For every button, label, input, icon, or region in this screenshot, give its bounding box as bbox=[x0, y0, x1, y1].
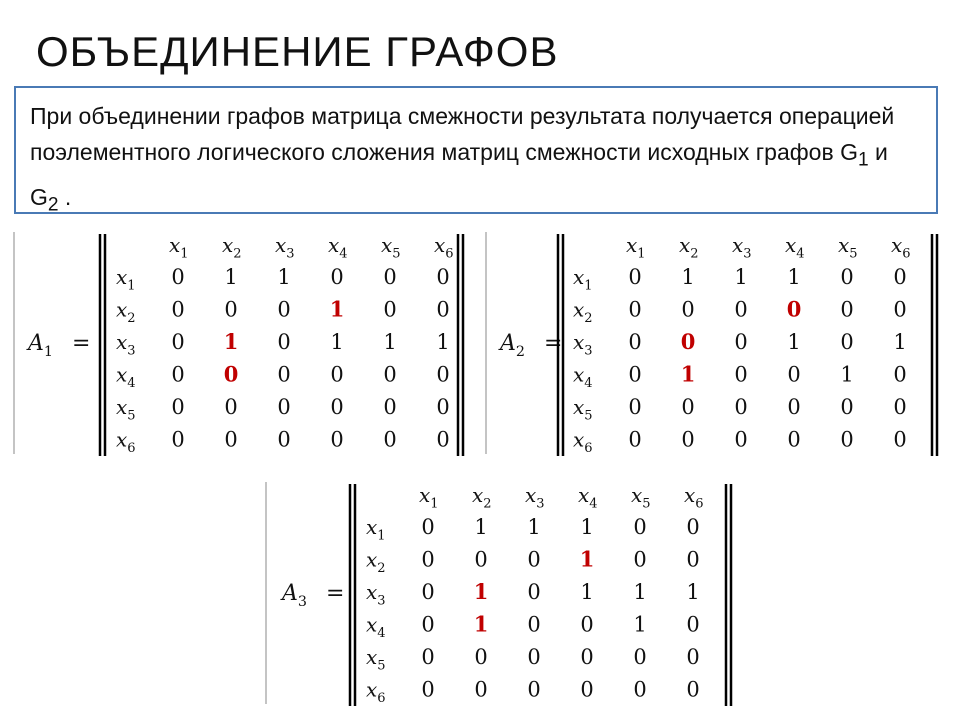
matrix-cell: 0 bbox=[840, 330, 854, 354]
matrix-cell: 0 bbox=[527, 677, 541, 702]
row-header: $x_5$ bbox=[366, 645, 386, 674]
matrix-cell: 0 bbox=[527, 547, 541, 572]
slide-title: ОБЪЕДИНЕНИЕ ГРАФОВ bbox=[36, 28, 559, 75]
matrix-cell: 1 bbox=[633, 580, 647, 604]
matrix-cell: 1 bbox=[579, 546, 595, 572]
matrix-cell: 0 bbox=[421, 580, 435, 604]
matrix-cell: 0 bbox=[680, 329, 696, 354]
matrix-cell: 0 bbox=[840, 395, 854, 419]
matrix-cell: 0 bbox=[383, 427, 397, 452]
column-header: $x_3$ bbox=[732, 233, 752, 262]
definition-box bbox=[14, 86, 938, 214]
matrix-cell: 0 bbox=[893, 395, 907, 419]
matrix-cell: 0 bbox=[421, 612, 435, 637]
matrix-cell: 0 bbox=[421, 515, 435, 539]
equals-sign: = bbox=[544, 331, 563, 356]
column-header: $x_1$ bbox=[626, 233, 646, 262]
matrix-cell: 0 bbox=[224, 297, 238, 322]
matrix-cell: 0 bbox=[893, 297, 907, 322]
matrix-cell: 1 bbox=[734, 265, 748, 289]
definition-mid: и G bbox=[30, 139, 888, 210]
matrix-cell: 1 bbox=[580, 580, 594, 604]
matrix-cell: 0 bbox=[421, 677, 435, 702]
matrix-cell: 1 bbox=[633, 612, 647, 637]
matrix-cell: 0 bbox=[383, 395, 397, 419]
matrix-cell: 0 bbox=[580, 677, 594, 702]
row-header: $x_2$ bbox=[573, 297, 593, 327]
matrix-cell: 1 bbox=[436, 330, 450, 354]
matrix-cell: 1 bbox=[787, 330, 801, 354]
matrix-cell: 0 bbox=[436, 427, 450, 452]
matrix-cell: 0 bbox=[330, 427, 344, 452]
matrix-cell: 0 bbox=[436, 362, 450, 387]
matrix-cell: 0 bbox=[474, 645, 488, 669]
matrix-a3 bbox=[262, 478, 740, 710]
definition-text: При объединении графов матрица смежности результата получается операцией поэлементного логического сложения матриц смежности исходных графов G bbox=[30, 103, 895, 165]
matrix-cell: 0 bbox=[474, 547, 488, 572]
matrix-cell: 0 bbox=[787, 427, 801, 452]
matrix-cell: 0 bbox=[580, 612, 594, 637]
matrix-cell: 0 bbox=[171, 265, 185, 289]
matrix-label: $A_3$ bbox=[282, 581, 307, 611]
matrix-a1 bbox=[10, 228, 470, 460]
matrix-cell: 0 bbox=[383, 362, 397, 387]
matrix-cell: 0 bbox=[171, 427, 185, 452]
matrix-cell: 0 bbox=[787, 395, 801, 419]
matrix-cell: 1 bbox=[580, 515, 594, 539]
matrix-cell: 0 bbox=[527, 645, 541, 669]
matrix-cell: 0 bbox=[277, 427, 291, 452]
matrix-a2 bbox=[482, 228, 944, 460]
matrix-cell: 0 bbox=[628, 265, 642, 289]
matrix-cell: 0 bbox=[628, 395, 642, 419]
matrix-cell: 1 bbox=[681, 265, 695, 289]
matrix-cell: 0 bbox=[734, 297, 748, 322]
column-header: $x_3$ bbox=[525, 483, 545, 512]
matrix-cell: 1 bbox=[680, 361, 696, 387]
matrix-cell: 0 bbox=[633, 645, 647, 669]
column-header: $x_2$ bbox=[472, 483, 492, 512]
matrix-cell: 0 bbox=[277, 330, 291, 354]
matrix-cell: 0 bbox=[383, 265, 397, 289]
matrix-cell: 0 bbox=[330, 395, 344, 419]
matrix-cell: 0 bbox=[224, 427, 238, 452]
matrix-cell: 0 bbox=[893, 265, 907, 289]
column-header: $x_4$ bbox=[328, 233, 348, 262]
matrix-cell: 0 bbox=[580, 645, 594, 669]
row-header: $x_2$ bbox=[116, 297, 136, 327]
matrix-cell: 0 bbox=[628, 297, 642, 322]
matrix-cell: 0 bbox=[171, 330, 185, 354]
matrix-cell: 0 bbox=[686, 645, 700, 669]
matrix-cell: 0 bbox=[330, 362, 344, 387]
matrix-cell: 0 bbox=[628, 362, 642, 387]
matrix-cell: 0 bbox=[383, 297, 397, 322]
matrix-cell: 1 bbox=[383, 330, 397, 354]
row-header: $x_1$ bbox=[366, 515, 386, 544]
matrix-cell: 1 bbox=[277, 265, 291, 289]
column-header: $x_1$ bbox=[169, 233, 189, 262]
matrix-cell: 0 bbox=[171, 297, 185, 322]
matrix-cell: 0 bbox=[330, 265, 344, 289]
matrix-cell: 0 bbox=[686, 515, 700, 539]
matrix-cell: 0 bbox=[224, 395, 238, 419]
matrix-cell: 0 bbox=[734, 395, 748, 419]
row-header: $x_6$ bbox=[366, 677, 386, 707]
column-header: $x_2$ bbox=[222, 233, 242, 262]
g1-subscript: 1 bbox=[857, 149, 869, 171]
matrix-cell: 0 bbox=[681, 427, 695, 452]
matrix-label: $A_1$ bbox=[28, 331, 53, 361]
row-header: $x_3$ bbox=[573, 330, 593, 359]
matrix-cell: 1 bbox=[474, 515, 488, 539]
matrix-cell: 0 bbox=[893, 427, 907, 452]
row-header: $x_4$ bbox=[573, 362, 593, 392]
matrix-cell: 1 bbox=[787, 265, 801, 289]
matrix-cell: 0 bbox=[527, 580, 541, 604]
matrix-cell: 0 bbox=[628, 427, 642, 452]
matrix-cell: 0 bbox=[436, 395, 450, 419]
column-header: $x_6$ bbox=[434, 233, 454, 262]
column-header: $x_5$ bbox=[381, 233, 401, 262]
row-header: $x_3$ bbox=[366, 580, 386, 609]
matrix-cell: 1 bbox=[473, 611, 489, 637]
matrix-cell: 1 bbox=[224, 265, 238, 289]
equals-sign: = bbox=[326, 581, 345, 606]
matrix-cell: 0 bbox=[277, 362, 291, 387]
row-header: $x_4$ bbox=[366, 612, 386, 642]
matrix-cell: 0 bbox=[893, 362, 907, 387]
matrix-cell: 0 bbox=[436, 265, 450, 289]
matrix-cell: 0 bbox=[633, 515, 647, 539]
matrix-cell: 1 bbox=[473, 579, 489, 604]
matrix-label: $A_2$ bbox=[500, 331, 525, 361]
matrix-cell: 0 bbox=[633, 677, 647, 702]
column-header: $x_5$ bbox=[838, 233, 858, 262]
column-header: $x_1$ bbox=[419, 483, 439, 512]
row-header: $x_3$ bbox=[116, 330, 136, 359]
matrix-cell: 0 bbox=[277, 395, 291, 419]
row-header: $x_4$ bbox=[116, 362, 136, 392]
matrix-cell: 1 bbox=[329, 296, 345, 322]
matrix-cell: 1 bbox=[330, 330, 344, 354]
matrix-cell: 0 bbox=[527, 612, 541, 637]
matrix-cell: 0 bbox=[474, 677, 488, 702]
matrix-a3-svg bbox=[262, 478, 740, 710]
matrix-cell: 0 bbox=[840, 297, 854, 322]
matrix-cell: 0 bbox=[787, 362, 801, 387]
matrix-cell: 0 bbox=[633, 547, 647, 572]
matrix-cell: 0 bbox=[686, 612, 700, 637]
equals-sign: = bbox=[72, 331, 91, 356]
row-header: $x_6$ bbox=[116, 427, 136, 457]
row-header: $x_6$ bbox=[573, 427, 593, 457]
matrix-cell: 0 bbox=[171, 395, 185, 419]
row-header: $x_5$ bbox=[116, 395, 136, 424]
definition-end: . bbox=[58, 183, 72, 210]
column-header: $x_6$ bbox=[891, 233, 911, 262]
column-header: $x_4$ bbox=[785, 233, 805, 262]
matrix-cell: 1 bbox=[840, 362, 854, 387]
matrix-cell: 0 bbox=[734, 330, 748, 354]
matrix-cell: 0 bbox=[686, 677, 700, 702]
column-header: $x_3$ bbox=[275, 233, 295, 262]
matrix-cell: 0 bbox=[628, 330, 642, 354]
matrix-cell: 0 bbox=[223, 361, 239, 387]
matrix-cell: 0 bbox=[421, 547, 435, 572]
matrix-cell: 0 bbox=[686, 547, 700, 572]
matrix-cell: 1 bbox=[223, 329, 239, 354]
matrix-cell: 0 bbox=[734, 427, 748, 452]
matrix-cell: 1 bbox=[686, 580, 700, 604]
matrix-cell: 0 bbox=[171, 362, 185, 387]
row-header: $x_1$ bbox=[116, 265, 136, 294]
column-header: $x_5$ bbox=[631, 483, 651, 512]
matrix-cell: 0 bbox=[277, 297, 291, 322]
matrix-cell: 1 bbox=[893, 330, 907, 354]
column-header: $x_4$ bbox=[578, 483, 598, 512]
row-header: $x_5$ bbox=[573, 395, 593, 424]
matrix-cell: 1 bbox=[527, 515, 541, 539]
column-header: $x_2$ bbox=[679, 233, 699, 262]
row-header: $x_1$ bbox=[573, 265, 593, 294]
column-header: $x_6$ bbox=[684, 483, 704, 512]
matrix-cell: 0 bbox=[681, 395, 695, 419]
matrix-cell: 0 bbox=[840, 265, 854, 289]
matrix-cell: 0 bbox=[436, 297, 450, 322]
matrix-a2-svg bbox=[482, 228, 944, 460]
matrix-cell: 0 bbox=[734, 362, 748, 387]
matrix-cell: 0 bbox=[421, 645, 435, 669]
matrix-a1-svg bbox=[10, 228, 470, 460]
matrix-cell: 0 bbox=[681, 297, 695, 322]
matrix-cell: 0 bbox=[840, 427, 854, 452]
g2-subscript: 2 bbox=[47, 194, 59, 216]
matrix-cell: 0 bbox=[786, 296, 802, 322]
row-header: $x_2$ bbox=[366, 547, 386, 577]
